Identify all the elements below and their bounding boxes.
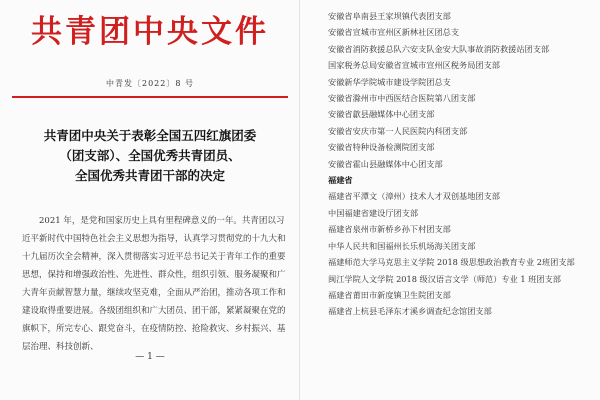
decision-title-line: （团支部）、全国优秀共青团员、 — [59, 148, 241, 163]
honoree-entry: 福建师范大学马克思主义学院 2018 级思想政治教育专业 2班团支部 — [328, 257, 575, 268]
honoree-list — [314, 8, 594, 320]
honoree-entry: 中华人民共和国福州长乐机场海关团支部 — [328, 240, 476, 251]
honoree-entry: 福建省泉州市新桥乡孙下村团支部 — [328, 224, 451, 235]
honoree-entry: 安徽省歙县融媒体中心团支部 — [328, 109, 435, 120]
honoree-entry: 安徽省滁州市中西医结合医院第八团支部 — [328, 93, 476, 104]
decision-title-line: 共青团中央关于表彰全国五四红旗团委 — [43, 128, 257, 143]
honoree-entry: 安徽省特种设备检测院团支部 — [328, 142, 435, 153]
honoree-entry: 福建省莆田市新度镇卫生院团支部 — [328, 289, 451, 300]
body-text — [22, 212, 286, 356]
page-number: — 1 — — [135, 352, 165, 362]
honoree-entry: 安徽省安庆市第一人民医院内科团支部 — [328, 125, 468, 136]
honoree-entry: 安徽省消防救援总队六安支队金安大队事故消防救援站团支部 — [328, 43, 550, 54]
decision-title — [10, 126, 290, 186]
honoree-entry: 国家税务总局安徽省宣城市宣州区税务局团支部 — [328, 60, 500, 71]
honoree-entry: 中国福建省建设厅团支部 — [328, 207, 419, 218]
right-page — [300, 0, 600, 400]
honoree-entry: 安徽省霍山县融媒体中心团支部 — [328, 158, 443, 169]
body-paragraph: 2021 年，是党和国家历史上具有里程碑意义的一年。共青团以习近平新时代中国特色社会主义思想为指导，认真学习贯彻党的十九大和十九届历次全会精神，深入贯彻落实习近平总书记关于青年工作的重要思想，保持和增强政治性、先进性、群众性，组织引领、服务凝聚和广大青年贡献智慧力量，继续攻坚克难，全面从严治团，推动各项工作和建设取得重要进展。各级团组织和广大团员、团干部，紧紧凝聚在党的旗帜下，所完专心、跟党奋斗，在疫情防控、抢险救灾、乡村振兴、基层治理、科技创新、 — [22, 216, 286, 352]
honoree-entry: 安徽省宣城市宣州区新林社区团总支 — [328, 27, 460, 38]
honoree-entry: 闽江学院人文学院 2018 级汉语言文学（师范）专业 1 班团支部 — [328, 273, 561, 284]
province-heading: 福建省 — [328, 175, 353, 186]
honoree-entry: 福建省上杭县毛泽东才溪乡调查纪念馆团支部 — [328, 306, 492, 317]
honoree-entry: 福建省平潭文（漳州）技术人才双创基地团支部 — [328, 191, 500, 202]
decision-title-line: 全国优秀共青团干部的决定 — [74, 168, 225, 183]
honoree-entry: 安徽新华学院城市建设学院团总支 — [328, 76, 451, 87]
honoree-entry: 安徽省阜南县王家坝镇代表团支部 — [328, 11, 451, 21]
red-divider-rule — [12, 96, 288, 98]
document-number: 中青发〔2022〕8 号 — [106, 79, 194, 88]
document-header-title: 共青团中央文件 — [31, 14, 269, 50]
